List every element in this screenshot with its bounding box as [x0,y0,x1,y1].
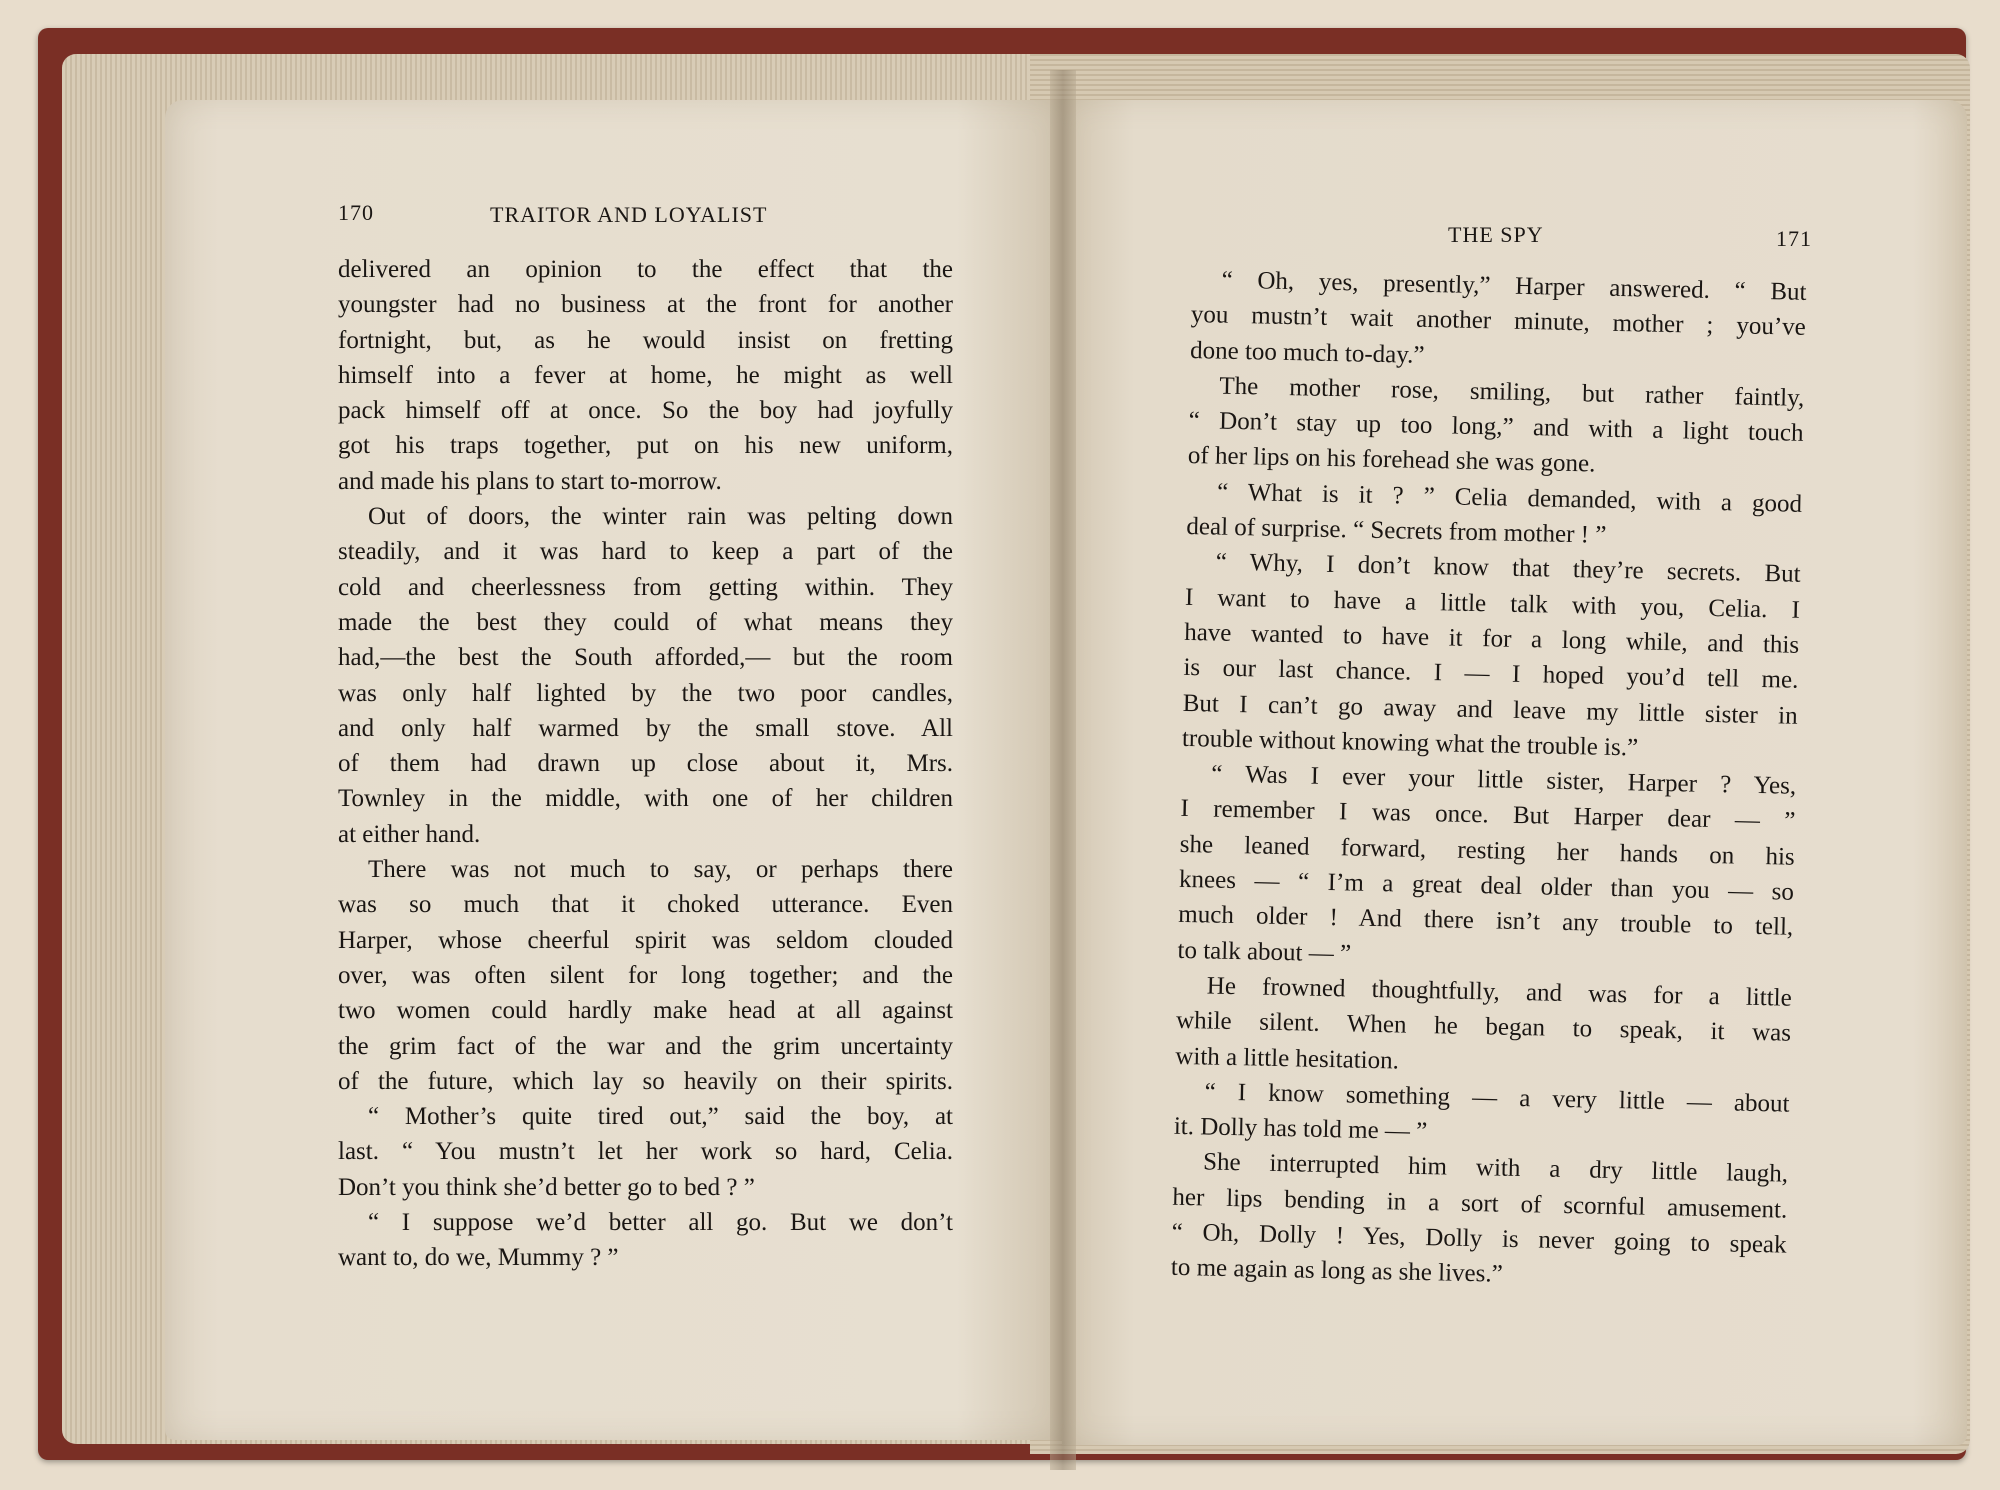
text-line: of her lips on his forehead she was gone. [1187,442,1596,478]
text-line: I remember I was once. But Harper dear — ” [1180,795,1796,836]
text-line: of them had drawn up close about it, Mrs. [338,750,953,778]
text-line: done too much to-day.” [1189,336,1425,369]
text-line: is our last chance. I — I hoped you’d tell me. [1183,654,1799,695]
text-line: “ I suppose we’d better all go. But we don’t [368,1209,953,1237]
text-line: two women could hardly make head at all against [338,997,953,1025]
text-line: it. Dolly has told me — ” [1173,1112,1428,1146]
text-line: youngster had no business at the front for another [338,291,953,319]
text-line: over, was often silent for long together; and the [338,961,953,989]
text-line: last. “ You mustn’t let her work so hard, Celia. [338,1138,953,1166]
text-line: He frowned thoughtfully, and was for a little [1206,972,1792,1012]
text-line: while silent. When he began to speak, it was [1175,1007,1792,1047]
text-line: Townley in the middle, with one of her children [338,785,953,813]
left-page-number: 170 [338,200,374,225]
text-line: “ Oh, yes, presently,” Harper answered. “ But [1221,266,1807,306]
text-line: her lips bending in a sort of scornful amusement. [1172,1183,1788,1224]
text-line: much older ! And there isn’t any trouble to tell, [1178,901,1794,942]
text-line: made the best they could of what means they [338,608,953,636]
text-line: steadily, and it was hard to keep a part of the [338,538,953,566]
text-line: pack himself off at once. So the boy had joyfully [338,397,953,425]
text-line: “ Why, I don’t know that they’re secrets. But [1215,548,1801,589]
text-line: and only half warmed by the small stove. All [338,714,953,742]
right-page-body [1171,262,1807,1298]
text-line: “ Don’t stay up too long,” and with a light touch [1188,407,1804,448]
text-line: have wanted to have it for a long while, and this [1183,618,1800,659]
text-line: was so much that it choked utterance. Even [338,891,953,919]
text-line: you mustn’t wait another minute, mother ; you’ve [1190,301,1807,342]
left-page-body [338,252,953,1276]
text-line: “ Was I ever your little sister, Harper ? Yes, [1210,760,1797,800]
text-line: deal of surprise. “ Secrets from mother ! ” [1186,513,1607,549]
text-line: and made his plans to start to-morrow. [338,467,722,495]
text-line: with a little hesitation. [1175,1042,1400,1075]
left-running-head: TRAITOR AND LOYALIST [490,202,768,227]
text-line: want to, do we, Mummy ? ” [338,1244,619,1272]
text-line: the grim fact of the war and the grim uncertainty [338,1032,953,1060]
text-line: “ What is it ? ” Celia demanded, with a good [1216,478,1803,518]
text-line: trouble without knowing what the trouble is.” [1181,724,1639,762]
text-line: got his traps together, put on his new uniform, [338,432,953,460]
text-line: himself into a fever at home, he might as well [338,361,953,389]
text-line: at either hand. [338,820,481,848]
text-line: knees — “ I’m a great deal older than you — so [1178,865,1795,906]
text-line: delivered an opinion to the effect that the [338,256,953,283]
text-line: There was not much to say, or perhaps there [368,856,953,884]
text-line: cold and cheerlessness from getting within. They [338,573,953,601]
text-line: she leaned forward, resting her hands on his [1179,830,1795,871]
text-line: of the future, which lay so heavily on their spirits. [338,1067,953,1095]
right-running-head: THE SPY [1448,222,1544,247]
text-line: She interrupted him with a dry little laugh, [1202,1148,1789,1189]
text-line: “ I know something — a very little — about [1204,1078,1790,1118]
text-line: Harper, whose cheerful spirit was seldom clouded [338,926,953,954]
text-line: Out of doors, the winter rain was pelting down [368,503,953,531]
text-line: “ Oh, Dolly ! Yes, Dolly is never going to speak [1171,1218,1787,1259]
text-line: “ Mother’s quite tired out,” said the boy, at [368,1103,953,1131]
text-line: I want to have a little talk with you, Celia. I [1184,583,1801,624]
right-page-number: 171 [1776,226,1812,251]
text-line: to me again as long as she lives.” [1170,1254,1504,1289]
text-line: But I can’t go away and leave my little sister in [1182,689,1798,730]
text-line: Don’t you think she’d better go to bed ? ” [338,1173,755,1201]
text-line: to talk about — ” [1177,936,1352,968]
text-line: The mother rose, smiling, but rather faintly, [1219,372,1805,412]
text-line: fortnight, but, as he would insist on fretting [338,326,953,354]
text-line: had,—the best the South afforded,— but the room [338,644,953,672]
text-line: was only half lighted by the two poor candles, [338,679,953,707]
book-gutter [1050,70,1076,1470]
